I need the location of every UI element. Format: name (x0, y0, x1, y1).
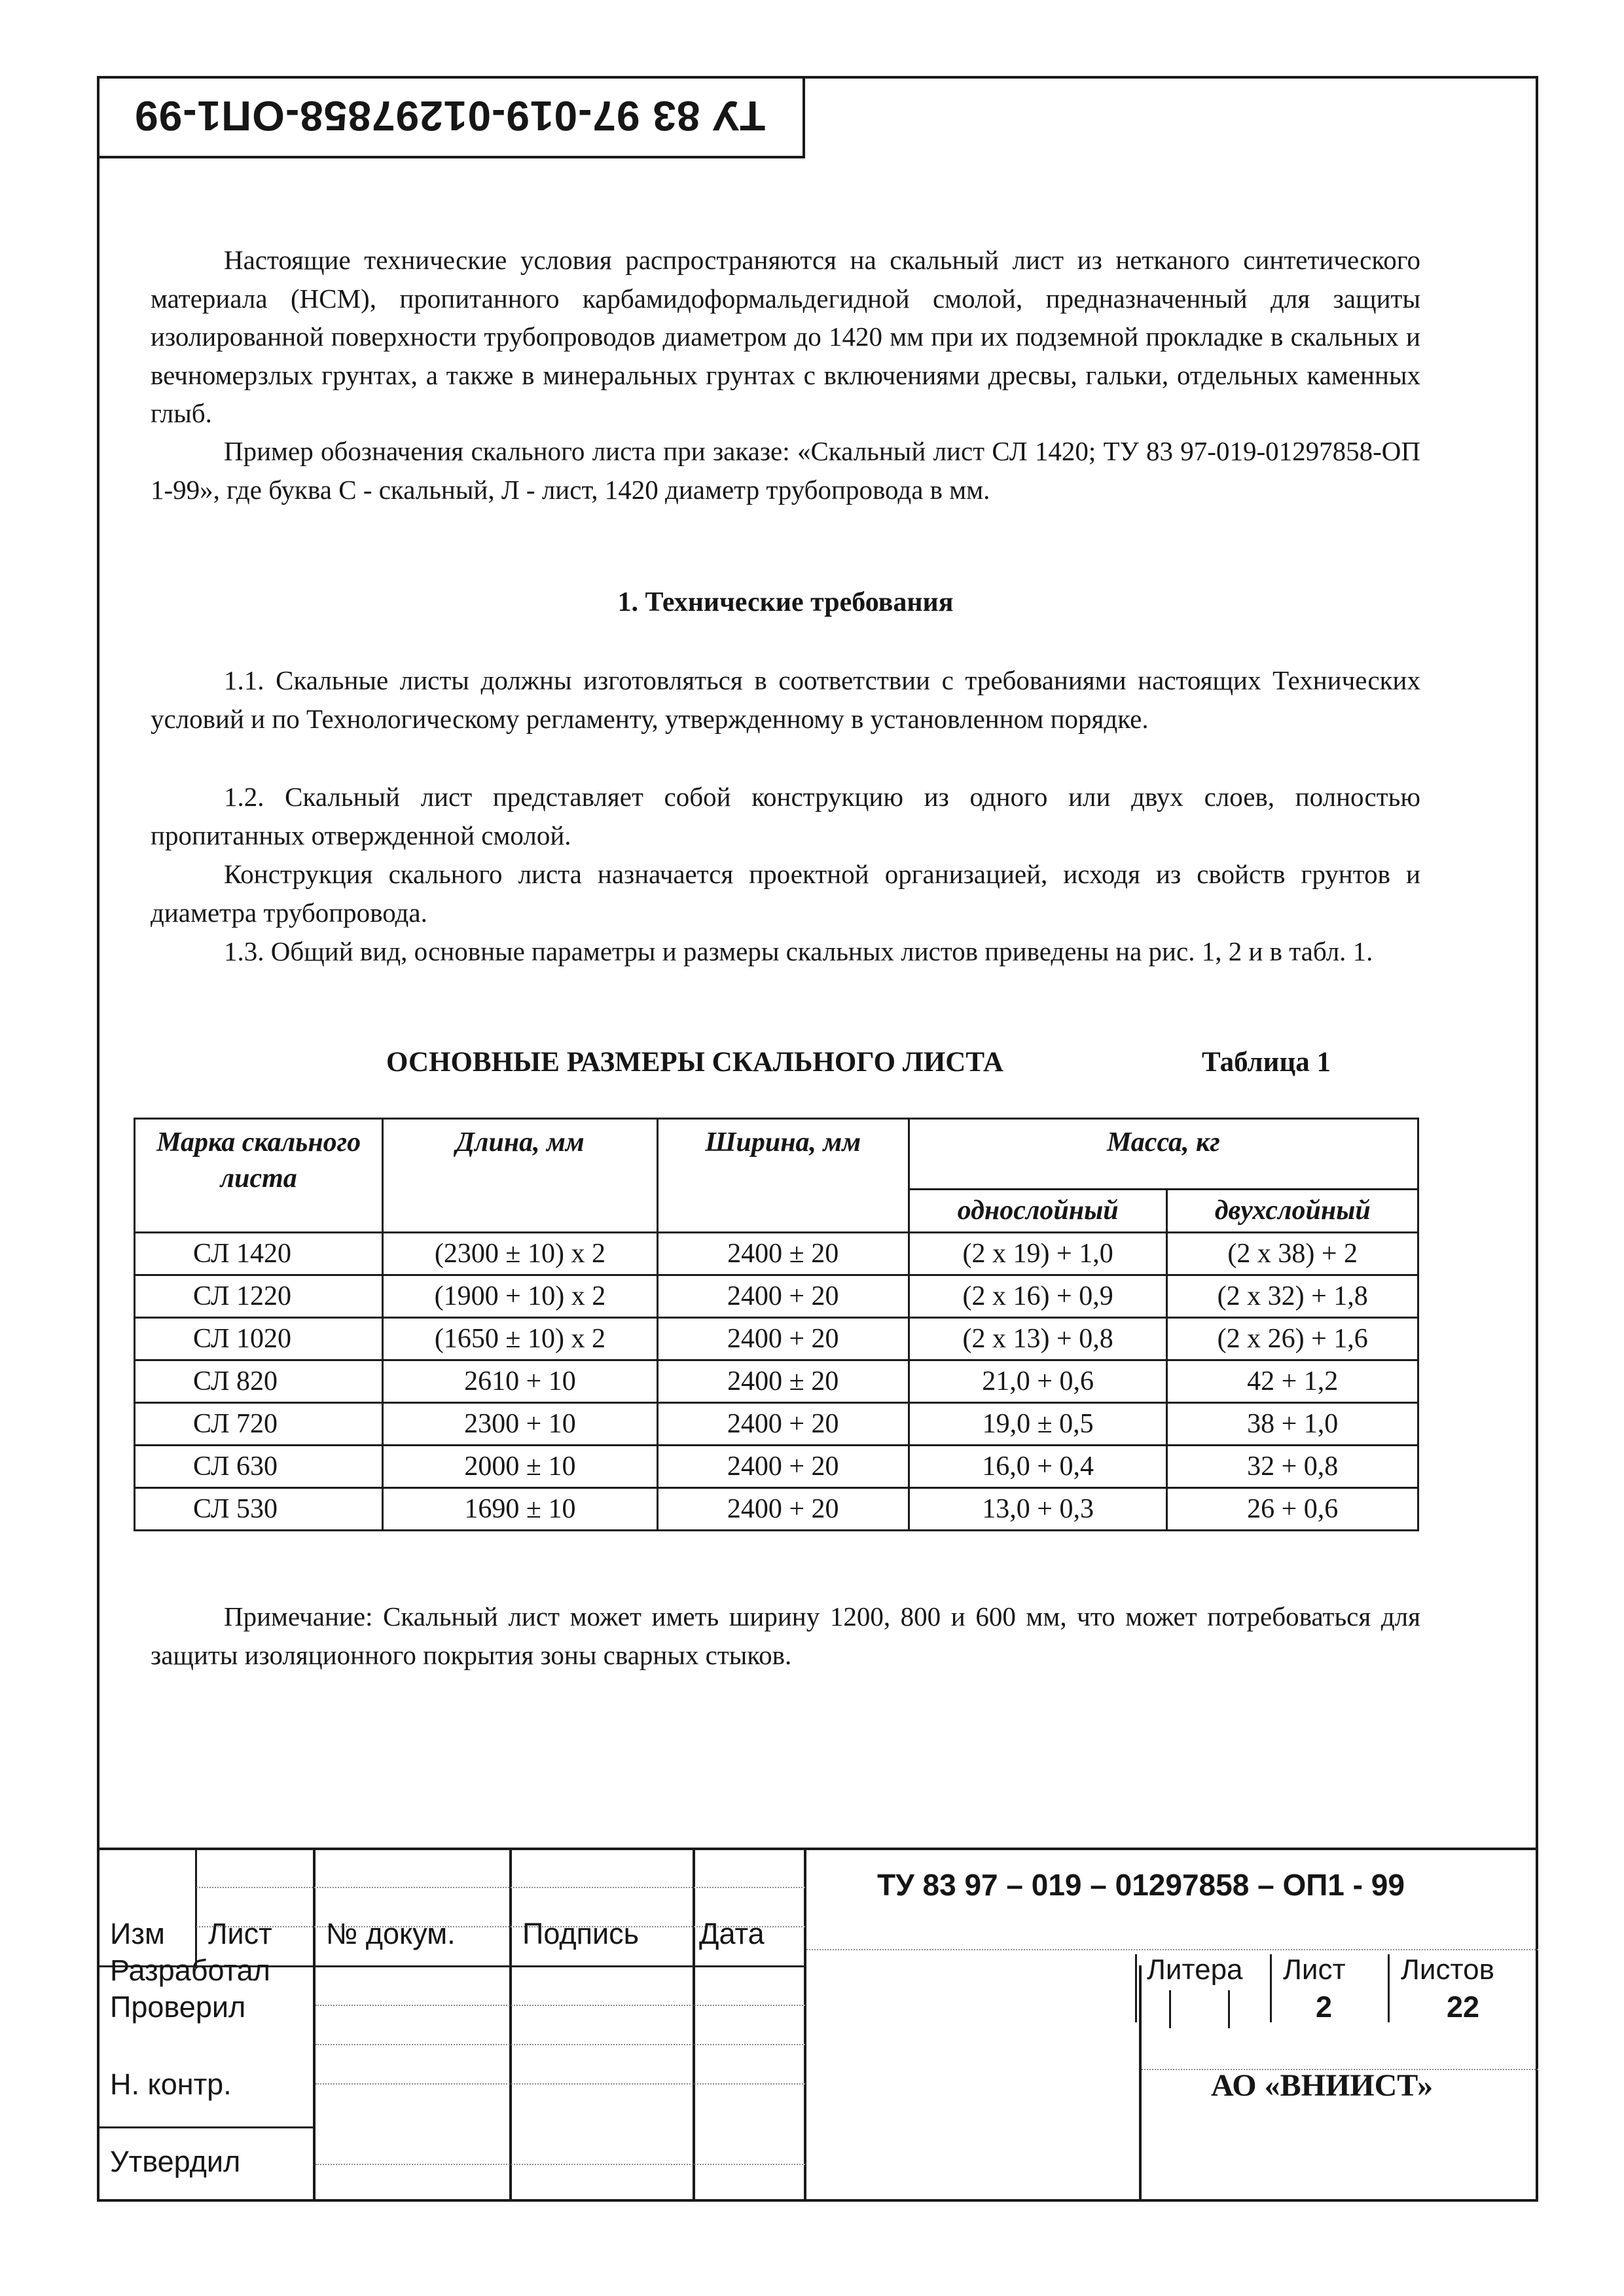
table-row (135, 1446, 1418, 1488)
clause-1-3: 1.3. Общий вид, основные параметры и размеры скальных листов приведены на рис. 1, 2 и в табл. 1. (224, 936, 1373, 966)
cell-brand: СЛ 630 (135, 1446, 383, 1488)
cell-width: 2400 + 20 (657, 1446, 909, 1488)
grid-line (1135, 1954, 1137, 2022)
header-width: Ширина, мм (657, 1119, 909, 1233)
cell-brand: СЛ 720 (135, 1403, 383, 1446)
intro-paragraph-1: Настоящие технические условия распространяются на скальный лист из нетканого синтетического материала (НСМ), пропитанного карбамидоформальдегидной смолой, предназначенный для защиты изолированной поверхности трубопроводов диаметром до 1420 мм при их подземной прокладке в скальных и вечномерзлых грунтах, а также в минеральных грунтах с включениями дресвы, гальки, отдельных каменных глыб. (151, 245, 1420, 428)
litera-label: Литера (1147, 1954, 1243, 1986)
section-heading: 1. Технические требования (617, 587, 954, 617)
cell-width: 2400 ± 20 (657, 1360, 909, 1403)
header-brand: Марка скального листа (135, 1119, 383, 1233)
cell-length: 1690 ± 10 (383, 1488, 657, 1531)
cell-length: (2300 ± 10) x 2 (383, 1233, 657, 1275)
cell-mass-single: (2 x 16) + 0,9 (909, 1275, 1167, 1318)
dotted-line (316, 2164, 805, 2165)
col-izm: Изм (110, 1917, 165, 1950)
doc-code-stamp (97, 76, 805, 158)
role-n-kontr: Н. контр. (110, 2068, 232, 2101)
cell-length: 2300 + 10 (383, 1403, 657, 1446)
list-value: 2 (1316, 1990, 1333, 2024)
table-row (135, 1360, 1418, 1403)
grid-line (195, 1848, 197, 1968)
grid-line (97, 2126, 316, 2128)
col-date: Дата (699, 1917, 765, 1950)
title-block-divider (804, 1848, 806, 2202)
grid-line (1169, 1990, 1171, 2028)
grid-line (693, 1848, 695, 2202)
table-label: Таблица 1 (1202, 1047, 1331, 1078)
cell-width: 2400 + 20 (657, 1318, 909, 1360)
cell-mass-double: 42 + 1,2 (1167, 1360, 1418, 1403)
dotted-line (196, 1887, 805, 1888)
cell-brand: СЛ 820 (135, 1360, 383, 1403)
title-block-doc-code: ТУ 83 97 – 019 – 01297858 – ОП1 - 99 (877, 1868, 1405, 1902)
clause-1-2-continued: Конструкция скального листа назначается проектной организацией, исходя из свойств грунтов и диаметра трубопровода. (151, 859, 1420, 928)
dimensions-table (134, 1118, 1419, 1531)
title-block-divider-right (1139, 1965, 1142, 2202)
grid-line (313, 1848, 316, 2202)
listov-value: 22 (1447, 1990, 1480, 2024)
cell-brand: СЛ 530 (135, 1488, 383, 1531)
table-row (135, 1318, 1418, 1360)
cell-mass-double: 38 + 1,0 (1167, 1403, 1418, 1446)
table-caption: ОСНОВНЫЕ РАЗМЕРЫ СКАЛЬНОГО ЛИСТА (386, 1047, 1003, 1078)
table-note: Примечание: Скальный лист может иметь ширину 1200, 800 и 600 мм, что может потребоваться для защиты изоляционного покрытия зоны сварных стыков. (151, 1601, 1420, 1670)
clause-1-2: 1.2. Скальный лист представляет собой конструкцию из одного или двух слоев, полностью пропитанных отвержденной смолой. (151, 782, 1420, 850)
cell-mass-double: 32 + 0,8 (1167, 1446, 1418, 1488)
grid-line (1228, 1990, 1230, 2028)
col-list: Лист (208, 1917, 272, 1950)
grid-line (1270, 1954, 1272, 2022)
organization-name: АО «ВНИИСТ» (1211, 2068, 1434, 2103)
cell-mass-double: (2 x 26) + 1,6 (1167, 1318, 1418, 1360)
cell-brand: СЛ 1020 (135, 1318, 383, 1360)
list-label: Лист (1283, 1954, 1346, 1986)
dotted-line (316, 2044, 805, 2045)
role-razrabotal: Разработал (110, 1954, 270, 1987)
cell-mass-single: 21,0 + 0,6 (909, 1360, 1167, 1403)
cell-length: 2000 ± 10 (383, 1446, 657, 1488)
table-row (135, 1488, 1418, 1531)
listov-label: Листов (1401, 1954, 1494, 1986)
header-mass-double: двухслойный (1167, 1190, 1418, 1233)
table-row (135, 1403, 1418, 1446)
grid-line (1388, 1954, 1390, 2022)
role-utverdil: Утвердил (110, 2145, 241, 2178)
cell-mass-double: 26 + 0,6 (1167, 1488, 1418, 1531)
cell-mass-double: (2 x 38) + 2 (1167, 1233, 1418, 1275)
col-doc: № докум. (326, 1917, 456, 1950)
dotted-line (316, 2005, 805, 2006)
dotted-line (316, 2083, 805, 2085)
cell-mass-single: 19,0 ± 0,5 (909, 1403, 1167, 1446)
cell-width: 2400 + 20 (657, 1488, 909, 1531)
cell-brand: СЛ 1420 (135, 1233, 383, 1275)
cell-length: 2610 + 10 (383, 1360, 657, 1403)
cell-width: 2400 ± 20 (657, 1233, 909, 1275)
header-length: Длина, мм (383, 1119, 657, 1233)
cell-width: 2400 + 20 (657, 1275, 909, 1318)
cell-length: (1650 ± 10) x 2 (383, 1318, 657, 1360)
role-proveril: Проверил (110, 1990, 246, 2024)
cell-brand: СЛ 1220 (135, 1275, 383, 1318)
col-sign: Подпись (522, 1917, 640, 1950)
header-mass-single: однослойный (909, 1190, 1167, 1233)
cell-mass-single: (2 x 13) + 0,8 (909, 1318, 1167, 1360)
intro-paragraph-2: Пример обозначения скального листа при заказе: «Скальный лист СЛ 1420; ТУ 83 97-019-01297858-ОП 1-99», где буква С - скальный, Л - лист, 1420 диаметр трубопровода в мм. (151, 436, 1420, 505)
cell-mass-single: (2 x 19) + 1,0 (909, 1233, 1167, 1275)
cell-length: (1900 + 10) x 2 (383, 1275, 657, 1318)
cell-mass-single: 13,0 + 0,3 (909, 1488, 1167, 1531)
doc-code-stamp-text: ТУ 83 97-019-01297858-ОП1-99 (134, 92, 766, 139)
cell-mass-single: 16,0 + 0,4 (909, 1446, 1167, 1488)
cell-mass-double: (2 x 32) + 1,8 (1167, 1275, 1418, 1318)
grid-line (509, 1848, 512, 2202)
table-row (135, 1275, 1418, 1318)
dotted-line (806, 1949, 1538, 1950)
clause-1-1: 1.1. Скальные листы должны изготовляться в соответствии с требованиями настоящих Технических условий и по Технологическому регламенту, утвержденному в установленном порядке. (151, 665, 1420, 734)
table-row (135, 1233, 1418, 1275)
cell-width: 2400 + 20 (657, 1403, 909, 1446)
header-mass: Масса, кг (909, 1119, 1418, 1190)
